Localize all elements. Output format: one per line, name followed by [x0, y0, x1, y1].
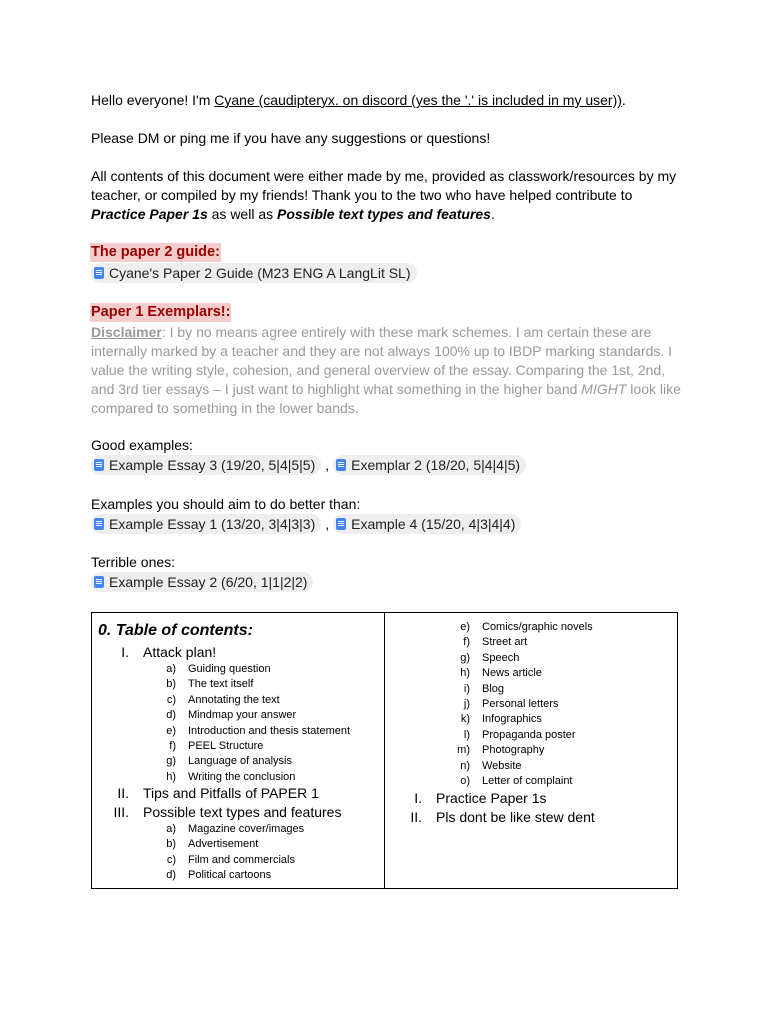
toc-subitem[interactable]	[166, 837, 259, 852]
toc-label: Infographics	[482, 713, 542, 726]
toc-label: Comics/graphic novels	[482, 621, 593, 633]
toc-letter: n)	[460, 759, 470, 772]
toc-label: Advertisement	[188, 838, 259, 851]
toc-label: Attack plan!	[143, 644, 217, 660]
example-essay-3-chip[interactable]	[91, 455, 321, 475]
toc-label: Letter of complaint	[482, 775, 573, 787]
toc-letter: k)	[460, 713, 470, 726]
toc-subitem[interactable]	[166, 853, 295, 868]
toc-letter: e)	[166, 724, 176, 737]
toc-letter: j)	[463, 698, 470, 710]
toc-label: Photography	[482, 744, 545, 757]
terrible-examples-label: Terrible ones:	[91, 554, 176, 570]
toc-label: Film and commercials	[188, 853, 295, 866]
chip-label: Example Essay 1 (13/20, 3|4|3|3)	[109, 516, 316, 532]
toc-subitem[interactable]	[166, 724, 351, 739]
toc-label: Propaganda poster	[482, 728, 576, 741]
toc-subitem[interactable]	[166, 677, 254, 692]
toc-column-divider	[384, 613, 385, 888]
toc-letter: c)	[166, 853, 176, 866]
disclaimer-emphasis: MIGHT	[581, 381, 627, 397]
toc-label: PEEL Structure	[188, 740, 264, 752]
toc-label: Magazine cover/images	[188, 823, 305, 835]
toc-subitem[interactable]	[460, 712, 542, 727]
disclaimer-line-4	[91, 380, 681, 399]
toc-numeral: II.	[117, 785, 129, 801]
chip-separator: ,	[325, 457, 330, 473]
chip-label: Exemplar 2 (18/20, 5|4|4|5)	[351, 457, 521, 473]
toc-letter: d)	[166, 709, 176, 722]
toc-letter: f)	[169, 740, 176, 752]
toc-label: Website	[482, 759, 522, 772]
google-doc-icon	[94, 459, 104, 471]
credits-end: .	[490, 206, 495, 222]
toc-item-tips-pitfalls[interactable]	[117, 784, 319, 803]
toc-letter: b)	[166, 678, 176, 691]
terrible-examples-links	[91, 572, 313, 592]
paper2-heading: The paper 2 guide:	[91, 244, 220, 260]
toc-label: Possible text types and features	[143, 804, 342, 820]
toc-letter: h)	[460, 667, 470, 680]
toc-title: 0. Table of contents:	[98, 622, 253, 639]
toc-subitem[interactable]	[166, 868, 272, 883]
toc-subitem[interactable]	[460, 759, 522, 774]
toc-label: Speech	[482, 651, 520, 664]
good-examples-links	[91, 455, 526, 475]
chip-label: Cyane's Paper 2 Guide (M23 ENG A LangLit SL)	[109, 265, 411, 281]
toc-subitem[interactable]	[463, 697, 559, 712]
toc-numeral: I.	[414, 790, 422, 806]
toc-subitem[interactable]	[460, 666, 542, 681]
example-4-chip[interactable]	[333, 514, 521, 534]
credits-mid: as well as	[207, 206, 277, 222]
chip-label: Example Essay 2 (6/20, 1|1|2|2)	[109, 574, 308, 590]
toc-letter: a)	[166, 823, 176, 835]
example-essay-1-chip[interactable]	[91, 514, 321, 534]
toc-label: Personal letters	[482, 698, 559, 710]
toc-letter: g)	[460, 651, 470, 664]
toc-subitem[interactable]	[166, 708, 297, 723]
toc-letter: m)	[457, 744, 470, 757]
greeting-line	[91, 91, 626, 110]
toc-subitem[interactable]	[169, 739, 264, 754]
toc-label: Blog	[482, 682, 505, 695]
disclaimer-line-3: value the writing style, cohesion, and general overview of the essay. Comparing the 1st, 2nd,	[91, 362, 666, 378]
google-doc-icon	[336, 459, 346, 471]
good-examples-label: Good examples:	[91, 437, 193, 453]
greeting-end: .	[621, 92, 626, 108]
google-doc-icon	[94, 267, 104, 279]
disclaimer-line-2: internally marked by a teacher and they are not always 100% up to IBDP marking standards. I	[91, 343, 673, 359]
toc-label: Practice Paper 1s	[436, 790, 547, 806]
toc-subitem[interactable]	[166, 822, 305, 837]
chip-label: Example Essay 3 (19/20, 5|4|5|5)	[109, 457, 316, 473]
table-of-contents	[91, 612, 678, 889]
toc-label: Street art	[482, 636, 528, 649]
toc-letter: e)	[460, 621, 470, 633]
greeting-text: Hello everyone! I'm	[91, 92, 215, 108]
toc-subitem[interactable]	[460, 620, 593, 635]
example-essay-2-chip[interactable]	[91, 572, 313, 592]
credits-line-1: All contents of this document were either made by me, provided as classwork/resources by my	[91, 168, 677, 184]
disclaimer-text: : I by no means agree entirely with these mark schemes. I am certain these are	[161, 324, 652, 340]
disclaimer-line-5: compared to something in the lower bands.	[91, 400, 359, 416]
toc-letter: c)	[166, 693, 176, 706]
practice-paper-ref: Practice Paper 1s	[91, 206, 208, 222]
toc-label: Introduction and thesis statement	[188, 724, 351, 737]
toc-subitem[interactable]	[166, 770, 296, 785]
toc-numeral: III.	[113, 804, 129, 820]
disclaimer-line-1	[91, 323, 651, 342]
toc-letter: o)	[460, 775, 470, 787]
better-examples-links	[91, 514, 521, 534]
disclaimer-text: and 3rd tier essays – I just want to highlight what something in the higher band	[91, 381, 582, 397]
exemplar-2-chip[interactable]	[333, 455, 526, 475]
toc-letter: g)	[166, 755, 176, 768]
toc-letter: a)	[166, 663, 176, 675]
toc-item-practice-paper[interactable]	[414, 789, 547, 808]
contact-line: Please DM or ping me if you have any suggestions or questions!	[91, 130, 491, 146]
toc-item-attack-plan[interactable]	[121, 643, 217, 662]
toc-letter: d)	[166, 869, 176, 882]
toc-label: Tips and Pitfalls of PAPER 1	[143, 785, 319, 801]
toc-letter: h)	[166, 770, 176, 783]
toc-subitem[interactable]	[460, 774, 573, 789]
google-doc-icon	[94, 518, 104, 530]
author-link[interactable]: Cyane (caudipteryx. on discord (yes the '.' is included in my user))	[214, 92, 622, 108]
credits-line-2: teacher, or compiled by my friends! Thank you to the two who have helped contribute to	[91, 187, 633, 203]
toc-letter: i)	[463, 682, 470, 695]
paper2-guide-chip[interactable]	[91, 263, 417, 283]
toc-letter: l)	[463, 728, 470, 741]
toc-label: The text itself	[188, 678, 254, 691]
toc-label: Writing the conclusion	[188, 770, 296, 783]
credits-line-3	[91, 205, 495, 224]
text-types-ref: Possible text types and features	[277, 206, 491, 222]
toc-label: Language of analysis	[188, 755, 292, 768]
toc-subitem[interactable]	[463, 682, 505, 697]
toc-numeral: II.	[410, 809, 422, 825]
chip-separator: ,	[325, 516, 330, 532]
toc-subitem[interactable]	[463, 728, 576, 743]
toc-numeral: I.	[121, 644, 129, 660]
disclaimer-label: Disclaimer	[91, 324, 162, 340]
better-examples-label: Examples you should aim to do better than:	[91, 496, 361, 512]
google-doc-icon	[336, 518, 346, 530]
chip-label: Example 4 (15/20, 4|3|4|4)	[351, 516, 516, 532]
toc-label: Mindmap your answer	[188, 709, 297, 722]
paper1-heading: Paper 1 Exemplars!:	[91, 304, 231, 320]
toc-label: Annotating the text	[188, 693, 280, 706]
google-doc-icon	[94, 576, 104, 588]
paper2-links	[91, 263, 417, 283]
toc-subitem[interactable]	[166, 662, 271, 677]
toc-subitem[interactable]	[457, 743, 545, 758]
toc-letter: b)	[166, 838, 176, 851]
toc-subitem[interactable]	[463, 635, 528, 650]
toc-subitem[interactable]	[460, 651, 520, 666]
toc-subitem[interactable]	[166, 754, 292, 769]
toc-subitem[interactable]	[166, 693, 280, 708]
toc-item-text-types[interactable]	[113, 803, 342, 822]
toc-letter: f)	[463, 636, 470, 649]
disclaimer-text: look like	[626, 381, 681, 397]
toc-label: Pls dont be like stew dent	[436, 809, 595, 825]
toc-label: Political cartoons	[188, 869, 272, 882]
toc-item-stew-dent[interactable]	[410, 808, 595, 827]
toc-label: News article	[482, 667, 542, 680]
toc-label: Guiding question	[188, 663, 271, 675]
